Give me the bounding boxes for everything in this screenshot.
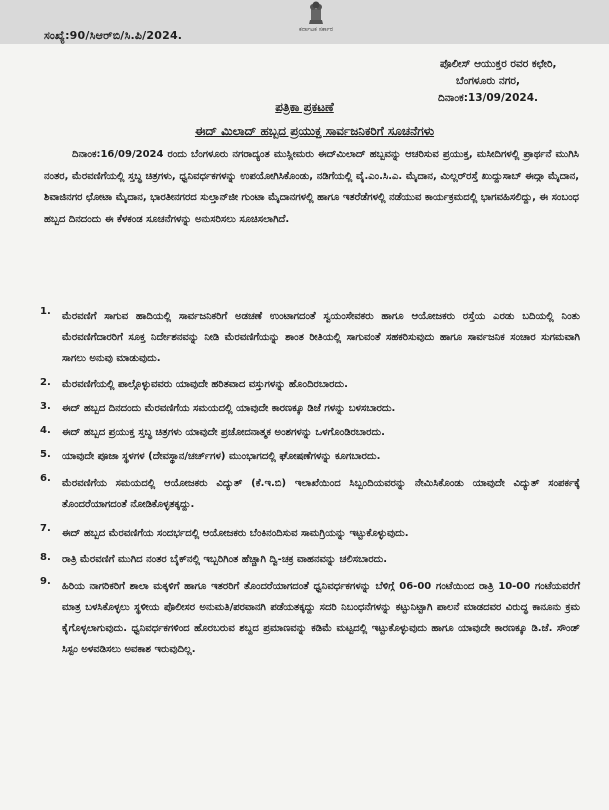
item-text: ಈದ್ ಹಬ್ಬದ ಪ್ರಯುಕ್ತ ಸ್ತಬ್ಧ ಚಿತ್ರಗಳು ಯಾವುದೇ ಪ್ರಚೋದನಾತ್ಮಕ ಅಂಶಗಳನ್ನು ಒಳಗೊಂಡಿರಬಾರದು.: [62, 427, 385, 438]
press-release-title: ಪತ್ರಿಕಾ ಪ್ರಕಟಣೆ: [275, 100, 334, 114]
intro-paragraph: [44, 144, 579, 230]
list-item: [40, 552, 580, 568]
list-item: [40, 425, 580, 441]
emblem-caption: ಕರ್ನಾಟಕ ಸರ್ಕಾರ: [298, 26, 334, 33]
subject-heading: ಈದ್ ಮಿಲಾದ್ ಹಬ್ಬದ ಪ್ರಯುಕ್ತ ಸಾರ್ವಜನಿಕರಿಗೆ ಸೂಚನೆಗಳು: [194, 124, 435, 138]
item-number: 8.: [40, 552, 51, 563]
item-number: 9.: [40, 576, 51, 587]
item-number: 6.: [40, 473, 51, 484]
item-text: ಯಾವುದೇ ಪೂಜಾ ಸ್ಥಳಗಳ (ದೇವಸ್ಥಾನ/ಚರ್ಚ್‌ಗಳ) ಮುಂಭಾಗದಲ್ಲಿ ಘೋಷಣೆಗಳನ್ನು ಕೂಗಬಾರದು.: [62, 451, 381, 462]
office-line: ಬೆಂಗಳೂರು ನಗರ,: [456, 75, 520, 87]
emblem: [282, 0, 350, 44]
item-text: ಮೆರವಣಿಗೆ ಸಾಗುವ ಹಾದಿಯಲ್ಲಿ ಸಾರ್ವಜನಿಕರಿಗೆ ಅಡಚಣೆ ಉಂಟಾಗದಂತೆ ಸ್ವಯಂಸೇವಕರು ಹಾಗೂ ಆಯೋಜಕರು ರಸ್ತೆಯ ಎರಡು ಬದಿಯಲ್ಲಿ ನಿಂತು ಮೆರವಣಿಗೆದಾರರಿಗೆ ಸೂಕ್ತ ನಿರ್ದೇಶನವನ್ನು ನೀಡಿ ಮೆರವಣಿಗೆಯನ್ನು ಶಾಂತ ರೀತಿಯಲ್ಲಿ ಸಾಗುವಂತೆ ಸಹಕರಿಸುವುದು ಹಾಗೂ ಸಾರ್ವಜನಿಕ ಸಂಚಾರ ಸುಗಮವಾಗಿ ಸಾಗಲು ಅನುವು ಮಾಡುವುದು.: [62, 311, 580, 364]
item-number: 7.: [40, 523, 51, 534]
item-number: 5.: [40, 449, 51, 460]
list-item: [40, 306, 580, 369]
list-item: [40, 449, 580, 465]
reference-number: ಸಂಖ್ಯೆ:90/ಸಿಆರ್‌ಬಿ/ಸಿ.ಪಿ/2024.: [44, 29, 183, 42]
list-item: [40, 473, 580, 515]
item-text: ಮೆರವಣಿಗೆಯಲ್ಲಿ ಪಾಲ್ಗೊಳ್ಳುವವರು ಯಾವುದೇ ಹರಿತವಾದ ವಸ್ತುಗಳನ್ನು ಹೊಂದಿರಬಾರದು.: [62, 379, 348, 390]
item-number: 3.: [40, 401, 51, 412]
item-text: ಹಿರಿಯ ನಾಗರಿಕರಿಗೆ ಶಾಲಾ ಮಕ್ಕಳಿಗೆ ಹಾಗೂ ಇತರರಿಗೆ ತೊಂದರೆಯಾಗದಂತೆ ಧ್ವನಿವರ್ಧಕಗಳನ್ನು ಬೆಳಿಗ್ಗೆ 06-00 ಗಂಟೆಯಿಂದ ರಾತ್ರಿ 10-00 ಗಂಟೆಯವರೆಗೆ ಮಾತ್ರ ಬಳಸಿಕೊಳ್ಳಲು ಸ್ಥಳೀಯ ಪೊಲೀಸರ ಅನುಮತಿ/ಪರವಾನಗಿ ಪಡೆಯತಕ್ಕದ್ದು ಸದರಿ ನಿಬಂಧನೆಗಳನ್ನು ಕಟ್ಟುನಿಟ್ಟಾಗಿ ಪಾಲನೆ ಮಾಡದವರ ವಿರುದ್ಧ ಕಾನೂನು ಕ್ರಮ ಕೈಗೊಳ್ಳಲಾಗುವುದು. ಧ್ವನಿವರ್ಧಕಗಳಿಂದ ಹೊರಬರುವ ಶಬ್ದದ ಪ್ರಮಾಣವನ್ನು ಕಡಿಮೆ ಮಟ್ಟದಲ್ಲಿ ಇಟ್ಟುಕೊಳ್ಳುವುದು ಹಾಗೂ ಯಾವುದೇ ಕಾರಣಕ್ಕೂ ಡಿ.ಜೆ. ಸೌಂಡ್ ಸಿಸ್ಟಂ ಅಳವಡಿಸಲು ಅವಕಾಶ ಇರುವುದಿಲ್ಲ.: [62, 581, 580, 655]
item-text: ಮೆರವಣಿಗೆಯ ಸಮಯದಲ್ಲಿ ಆಯೋಜಕರು ವಿದ್ಯುತ್ (ಕೆ.ಇ.ಬಿ) ಇಲಾಖೆಯಿಂದ ಸಿಬ್ಬಂದಿಯವರನ್ನು ನೇಮಿಸಿಕೊಂಡು ಯಾವುದೇ ವಿದ್ಯುತ್ ಸಂಪರ್ಕಕ್ಕೆ ತೊಂದರೆಯಾಗದಂತೆ ನೋಡಿಕೊಳ್ಳತಕ್ಕದ್ದು.: [62, 478, 580, 510]
office-line: ದಿನಾಂಕ:13/09/2024.: [438, 92, 539, 104]
office-line: ಪೊಲೀಸ್ ಆಯುಕ್ತರ ರವರ ಕಛೇರಿ,: [440, 58, 557, 70]
item-number: 1.: [40, 306, 51, 317]
list-item: [40, 576, 580, 660]
instructions-list: [40, 306, 580, 668]
list-item: [40, 523, 580, 544]
item-text: ರಾತ್ರಿ ಮೆರವಣಿಗೆ ಮುಗಿದ ನಂತರ ಬೈಕ್‌ನಲ್ಲಿ ಇಬ್ಬರಿಗಿಂತ ಹೆಚ್ಚಾಗಿ ದ್ವಿ-ಚಕ್ರ ವಾಹನವನ್ನು ಚಲಿಸಬಾರದು.: [62, 554, 388, 565]
item-number: 4.: [40, 425, 51, 436]
state-emblem-icon: [305, 0, 327, 26]
list-item: [40, 401, 580, 417]
intro-text: ದಿನಾಂಕ:16/09/2024 ರಂದು ಬೆಂಗಳೂರು ನಗರಾದ್ಯಂತ ಮುಸ್ಲೀಮರು ಈದ್‌ಮಿಲಾದ್ ಹಬ್ಬವನ್ನು ಆಚರಿಸುವ ಪ್ರಯುಕ್ತ, ಮಸೀದಿಗಳಲ್ಲಿ ಪ್ರಾರ್ಥನೆ ಮುಗಿಸಿ ನಂತರ, ಮೆರವಣಿಗೆಯಲ್ಲಿ ಸ್ತಬ್ಧ ಚಿತ್ರಗಳು, ಧ್ವನಿವರ್ಧಕಗಳನ್ನು ಉಪಯೋಗಿಸಿಕೊಂಡು, ನಡಿಗೆಯಲ್ಲಿ ವೈ.ಎಂ.ಸಿ.ಎ. ಮೈದಾನ, ಮಿಲ್ಲರ್‌ರಸ್ತೆ ಖುದ್ದುಸಾಬ್ ಈದ್ಗಾ ಮೈದಾನ, ಶಿವಾಜಿನಗರ ಛೋಟಾ ಮೈದಾನ, ಭಾರತೀನಗರದ ಸುಲ್ತಾನ್‌ಜೀ ಗುಂಟಾ ಮೈದಾನಗಳಲ್ಲಿ ಹಾಗೂ ಇತರೆಡೆಗಳಲ್ಲಿ ನಡೆಯುವ ಕಾರ್ಯಕ್ರಮದಲ್ಲಿ ಭಾಗವಹಿಸಲಿದ್ದು, ಈ ಸಂಬಂಧ ಹಬ್ಬದ ದಿನದಂದು ಈ ಕೆಳಕಂಡ ಸೂಚನೆಗಳನ್ನು ಅನುಸರಿಸಲು ಸೂಚಿಸಲಾಗಿದೆ.: [44, 149, 579, 225]
item-text: ಈದ್ ಹಬ್ಬದ ದಿನದಂದು ಮೆರವಣಿಗೆಯ ಸಮಯದಲ್ಲಿ ಯಾವುದೇ ಕಾರಣಕ್ಕೂ ಡಿಜೆ ಗಳನ್ನು ಬಳಸಬಾರದು.: [62, 403, 396, 414]
list-item: [40, 377, 580, 393]
item-text: ಈದ್ ಹಬ್ಬದ ಮೆರವಣಿಗೆಯ ಸಂದರ್ಭದಲ್ಲಿ ಆಯೋಜಕರು ಬೆಂಕಿನಂದಿಸುವ ಸಾಮಗ್ರಿಯನ್ನು ಇಟ್ಟುಕೊಳ್ಳುವುದು.: [62, 528, 409, 539]
item-number: 2.: [40, 377, 51, 388]
